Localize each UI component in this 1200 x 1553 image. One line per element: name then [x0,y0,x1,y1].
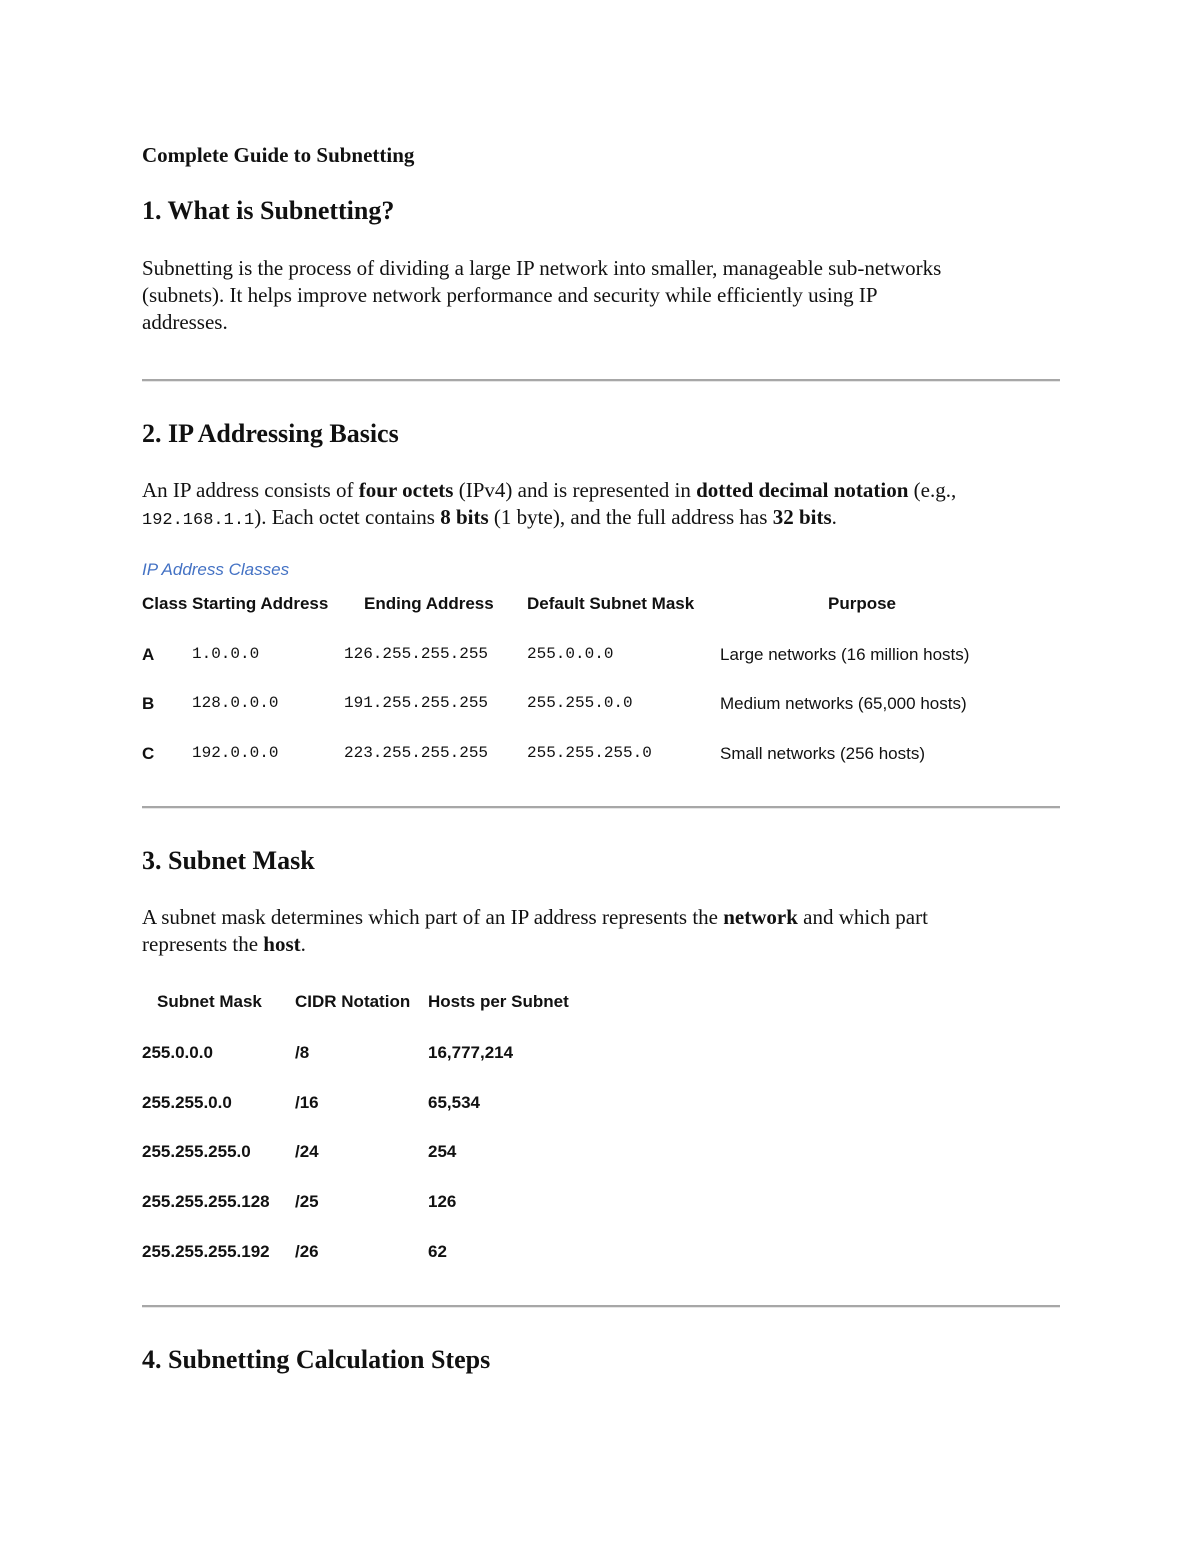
paragraph-line: addresses. [142,310,228,334]
section-2-heading: 2. IP Addressing Basics [142,419,399,448]
table-header-cell: Purpose [828,594,897,613]
text-run: and which part [797,905,928,929]
text-run: (IPv4) and is represented in [453,478,697,502]
horizontal-rule [142,379,1060,382]
paragraph-line: Subnetting is the process of dividing a large IP network into smaller, manageable sub-networks [142,256,942,280]
table-cell: 1.0.0.0 [192,645,260,663]
table-cell: 192.0.0.0 [192,744,279,762]
table-cell: /25 [295,1192,319,1211]
table-cell: 223.255.255.255 [344,744,489,762]
text-run: An IP address consists of [142,478,359,502]
section-2-paragraph [142,477,1057,534]
document-title: Complete Guide to Subnetting [142,143,415,167]
table-cell: 255.0.0.0 [142,1043,213,1062]
text-run: ). Each octet contains [254,505,441,529]
table-cell: 65,534 [428,1093,480,1112]
table-cell: 128.0.0.0 [192,694,279,712]
table-cell: 255.255.0.0 [142,1093,232,1112]
table-cell: 254 [428,1142,457,1161]
table-header-cell: Starting Address [192,594,329,613]
text-run: represents the [142,932,264,956]
bold-term: 8 bits [440,505,489,529]
table-header-cell: CIDR Notation [295,992,411,1011]
text-run: (e.g., [908,478,957,502]
table-cell: Large networks (16 million hosts) [720,645,970,664]
bold-term: dotted decimal notation [696,478,909,502]
table-header-cell: Subnet Mask [157,992,262,1011]
horizontal-rule [142,1305,1060,1308]
table-header-cell: Ending Address [364,594,494,613]
table-cell: Small networks (256 hosts) [720,744,926,763]
bold-term: network [723,905,798,929]
table-cell: Medium networks (65,000 hosts) [720,694,967,713]
code-sample: 192.168.1.1 [142,511,255,530]
table-cell: 62 [428,1242,447,1261]
table-cell: 255.255.255.128 [142,1192,270,1211]
table-header-cell: Default Subnet Mask [527,594,695,613]
section-1-heading: 1. What is Subnetting? [142,196,395,225]
table-cell-class: A [142,645,155,664]
table-header-cell: Hosts per Subnet [428,992,569,1011]
paragraph-line: (subnets). It helps improve network performance and security while efficiently using IP [142,283,878,307]
horizontal-rule [142,806,1060,809]
bold-term: host [263,932,301,956]
bold-term: 32 bits [772,505,832,529]
table-cell-class: C [142,744,155,763]
section-3-paragraph [142,904,1057,958]
table-header-cell: Class [142,594,188,613]
table-cell: 255.255.255.192 [142,1242,270,1261]
table-cell: 255.255.0.0 [527,694,633,712]
table-cell: /16 [295,1093,319,1112]
text-run: . [300,932,306,956]
section-4-heading: 4. Subnetting Calculation Steps [142,1345,491,1374]
table-cell: 16,777,214 [428,1043,514,1062]
table-cell-class: B [142,694,155,713]
table-cell: 126 [428,1192,457,1211]
table-cell: /24 [295,1142,319,1161]
table-cell: 191.255.255.255 [344,694,489,712]
table-cell: 255.0.0.0 [527,645,614,663]
text-run: A subnet mask determines which part of an IP address represents the [142,905,724,929]
text-run: . [831,505,837,529]
table-cell: /8 [295,1043,310,1062]
table-cell: 126.255.255.255 [344,645,489,663]
table-caption: IP Address Classes [142,560,290,579]
section-1-paragraph [142,255,1057,336]
table-cell: 255.255.255.0 [142,1142,251,1161]
section-3-heading: 3. Subnet Mask [142,846,315,875]
text-run: (1 byte), and the full address has [488,505,773,529]
bold-term: four octets [358,478,454,502]
table-cell: 255.255.255.0 [527,744,652,762]
table-cell: /26 [295,1242,319,1261]
